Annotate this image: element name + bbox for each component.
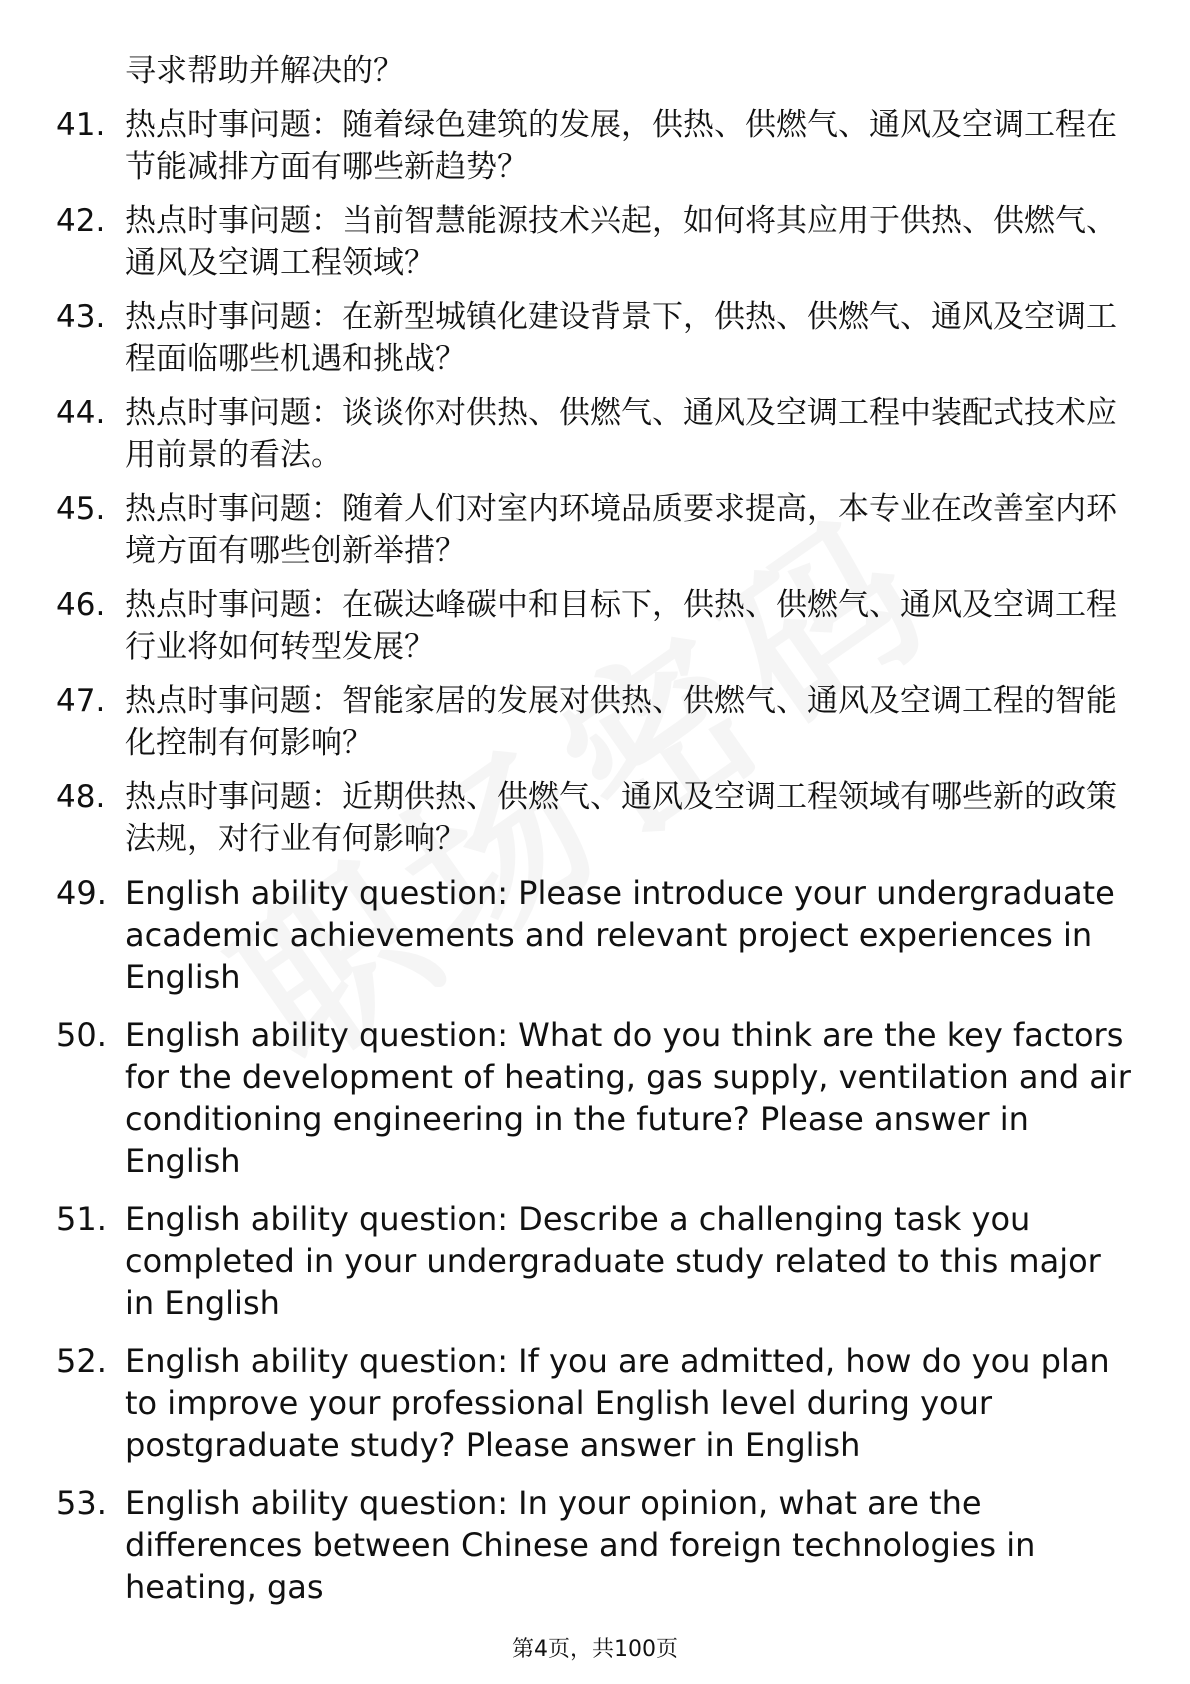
- list-item: [56, 488, 1136, 572]
- page-number-footer: 第4页，共100页: [512, 1637, 678, 1662]
- item-text: 热点时事问题：在新型城镇化建设背景下，供热、供燃气、通风及空调工程面临哪些机遇和挑战？: [125, 299, 1117, 377]
- item-text: 热点时事问题：谈谈你对供热、供燃气、通风及空调工程中装配式技术应用前景的看法。: [125, 395, 1117, 473]
- item-number: 53.: [56, 1484, 107, 1522]
- list-item: [56, 200, 1136, 284]
- item-text: English ability question: If you are admitted, how do you plan to improve your professional English level during your postgraduate study? Please answer in English: [125, 1342, 1110, 1464]
- item-number: 45.: [56, 491, 106, 527]
- list-item: [56, 1014, 1136, 1182]
- item-number: 49.: [56, 874, 107, 912]
- list-item: [56, 1198, 1136, 1324]
- continuation-line: 寻求帮助并解决的？: [125, 53, 404, 89]
- item-text: English ability question: Describe a challenging task you completed in your undergraduate study related to this major in English: [125, 1200, 1101, 1322]
- item-text: English ability question: What do you think are the key factors for the development of heating, gas supply, ventilation and air conditioning engineering in the future? Please answer in English: [125, 1016, 1131, 1180]
- list-item: [56, 680, 1136, 764]
- item-number: 46.: [56, 587, 106, 623]
- item-text: 热点时事问题：当前智慧能源技术兴起，如何将其应用于供热、供燃气、通风及空调工程领域？: [125, 203, 1117, 281]
- list-item: [56, 1482, 1136, 1608]
- list-item: [56, 104, 1136, 188]
- item-text: English ability question: Please introduce your undergraduate academic achievements and relevant project experiences in English: [125, 874, 1115, 996]
- list-item: [56, 776, 1136, 860]
- item-text: 热点时事问题：随着人们对室内环境品质要求提高，本专业在改善室内环境方面有哪些创新举措？: [125, 491, 1117, 569]
- item-number: 44.: [56, 395, 106, 431]
- list-item: [56, 872, 1136, 998]
- item-number: 50.: [56, 1016, 107, 1054]
- item-number: 48.: [56, 779, 106, 815]
- item-number: 47.: [56, 683, 106, 719]
- item-number: 43.: [56, 299, 106, 335]
- item-number: 52.: [56, 1342, 107, 1380]
- question-list: [56, 50, 1136, 1624]
- list-item: [56, 392, 1136, 476]
- item-number: 42.: [56, 203, 106, 239]
- item-text: 热点时事问题：随着绿色建筑的发展，供热、供燃气、通风及空调工程在节能减排方面有哪些新趋势？: [125, 107, 1117, 185]
- item-text: 热点时事问题：智能家居的发展对供热、供燃气、通风及空调工程的智能化控制有何影响？: [125, 683, 1117, 761]
- list-item: [56, 1340, 1136, 1466]
- item-number: 51.: [56, 1200, 107, 1238]
- list-item: [56, 296, 1136, 380]
- item-number: 41.: [56, 107, 106, 143]
- list-item: [56, 584, 1136, 668]
- item-text: 热点时事问题：在碳达峰碳中和目标下，供热、供燃气、通风及空调工程行业将如何转型发展？: [125, 587, 1117, 665]
- item-text: 热点时事问题：近期供热、供燃气、通风及空调工程领域有哪些新的政策法规，对行业有何影响？: [125, 779, 1117, 857]
- item-text: English ability question: In your opinion, what are the differences between Chinese and foreign technologies in heating, gas: [125, 1484, 1036, 1606]
